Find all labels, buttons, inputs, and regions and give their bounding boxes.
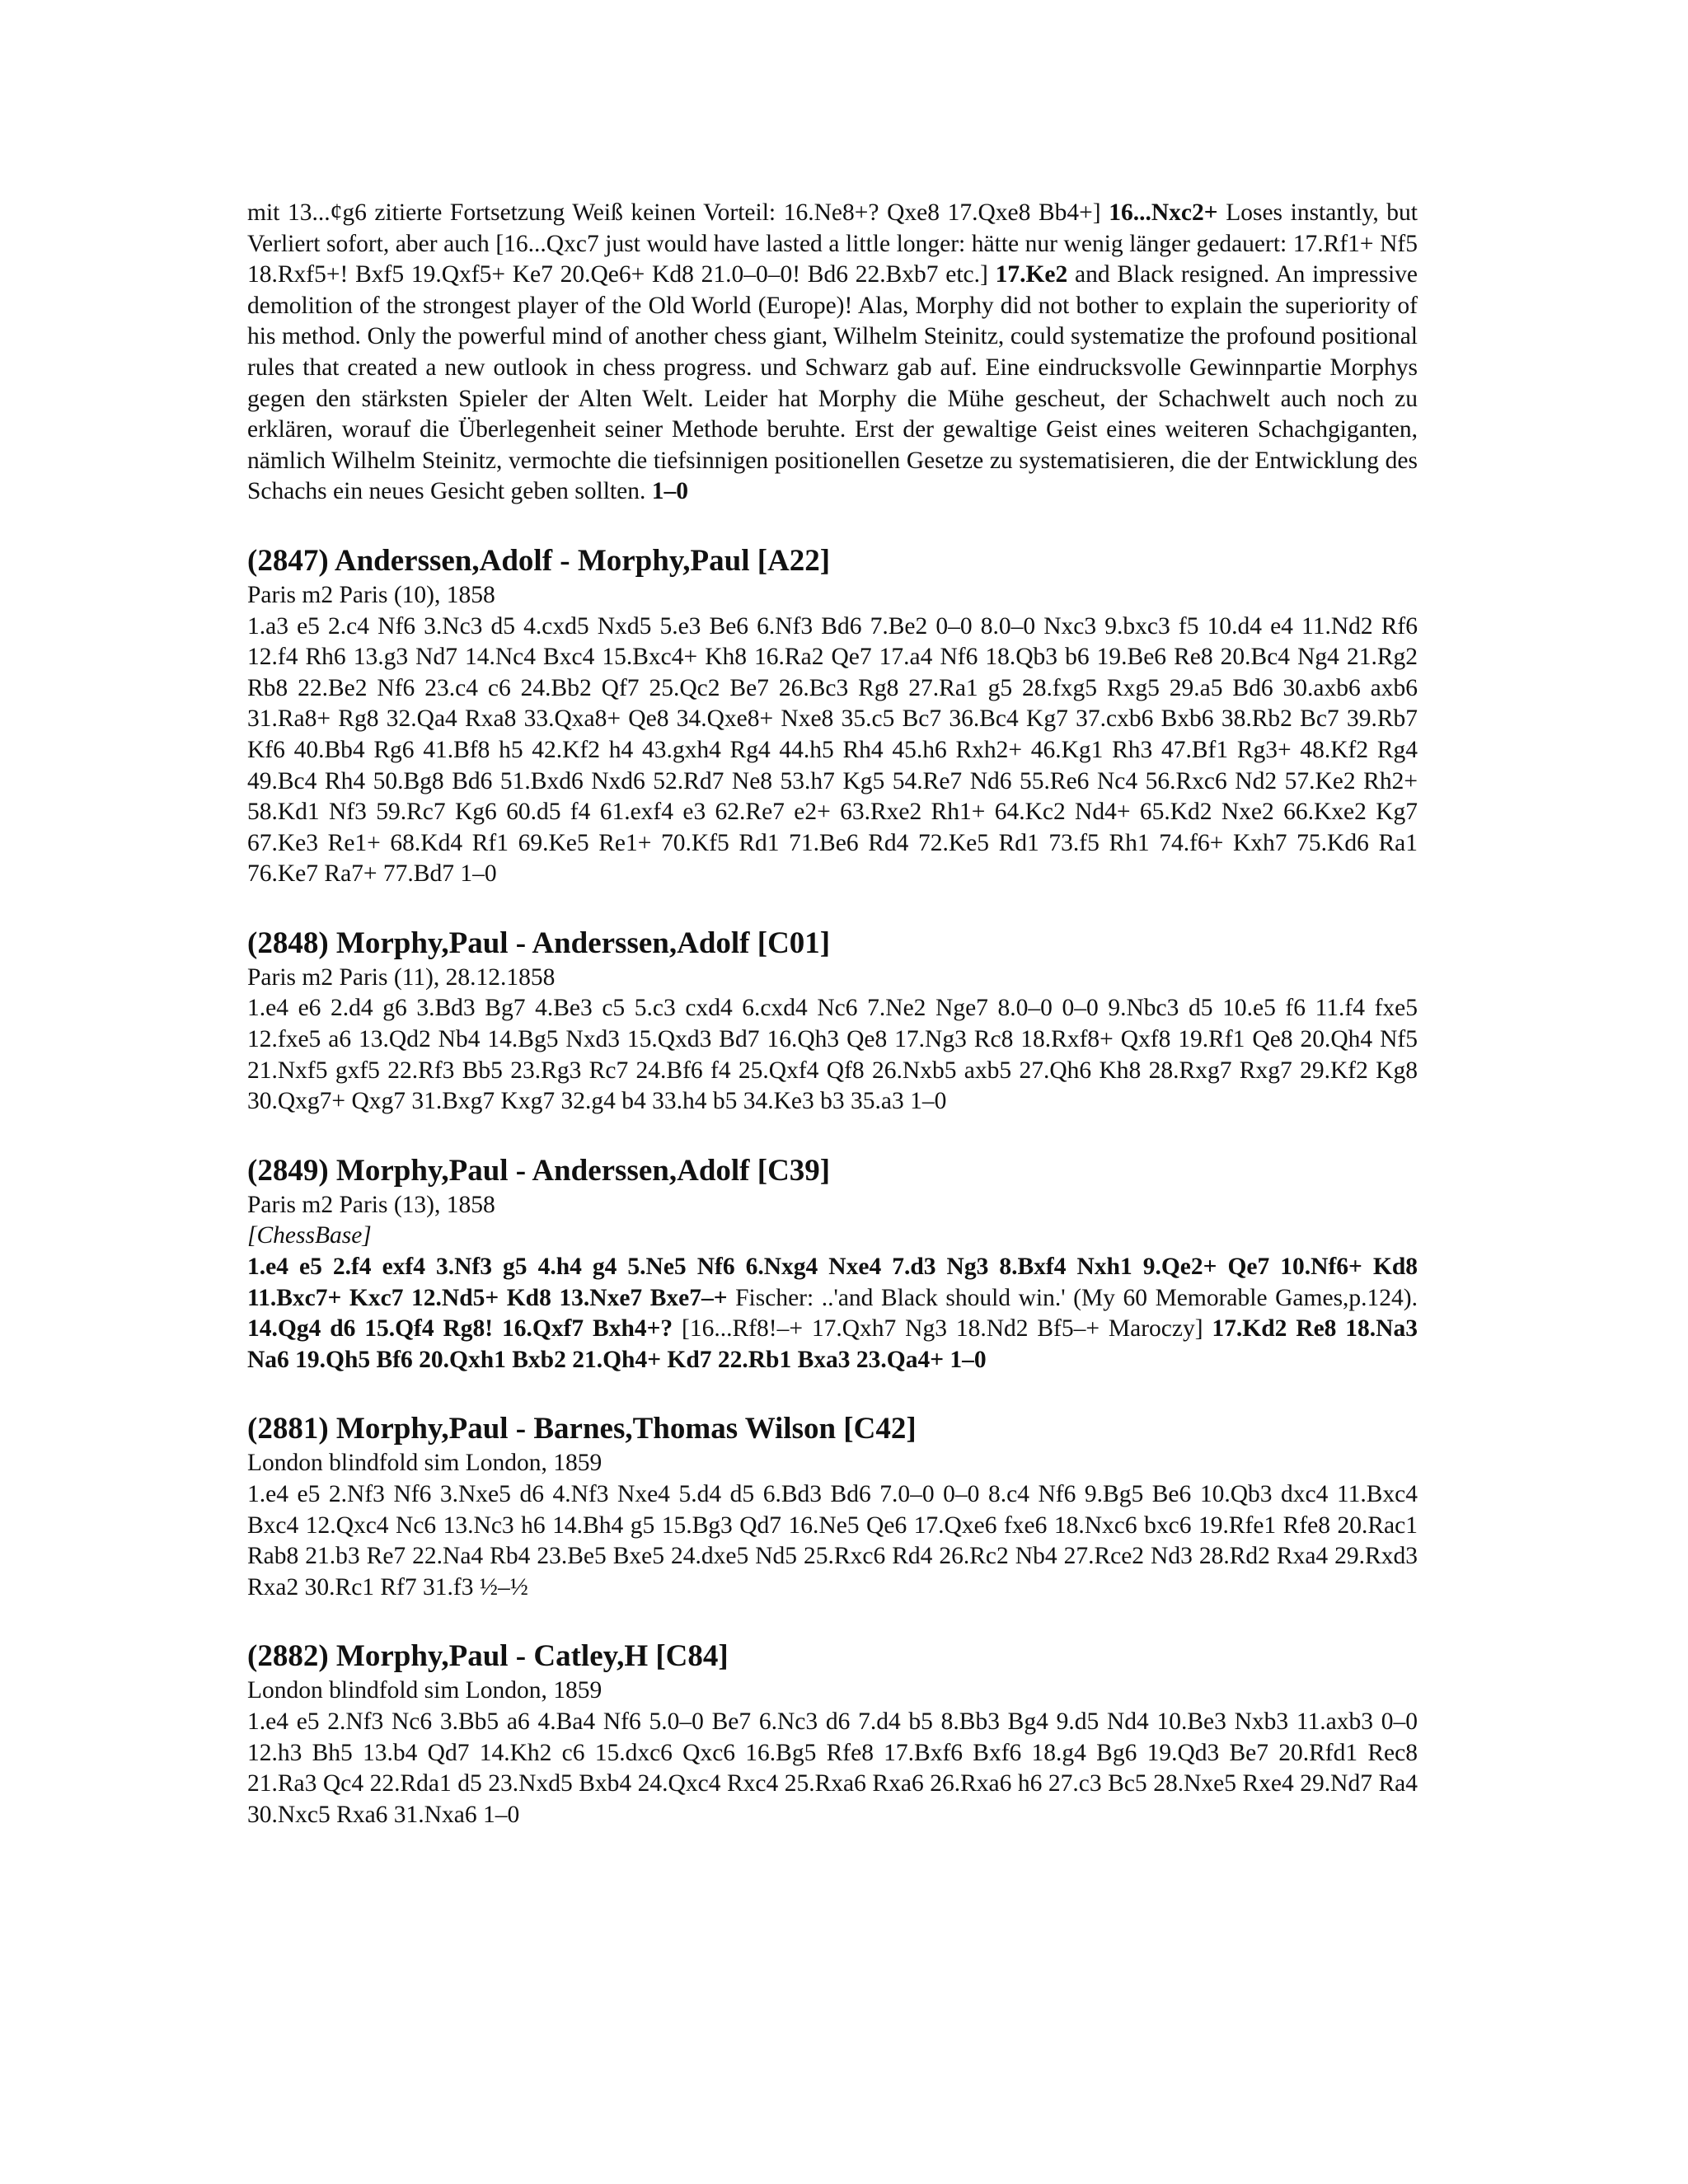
game-source: [ChessBase] — [247, 1222, 372, 1249]
intro-segment: and Black resigned. An impressive demolition of the strongest player of the Old World (Europe)! Alas, Morphy did not bother to explain the superiority of his method. Only the powerful mind of another chess giant, Wilhelm Steinitz, could systematize the profound positional rules that created a new outlook in chess progress. und Schwarz gab auf. Eine eindrucksvolle Gewinnpartie Morphys gegen den stärksten Spieler der Alten Welt. Leider hat Morphy die Mühe gescheut, der Schachwelt auch noch zu erklären, worauf die Überlegenheit seiner Methode beruhte. Erst der gewaltige Geist eines weiteren Schachgiganten, nämlich Wilhelm Steinitz, vermochte die tiefsinnigen positionellen Gesetze zu systematisieren, die der Entwicklung des Schachs ein neues Gesicht geben sollten. — [247, 261, 1418, 505]
game-moves — [247, 612, 1418, 890]
game-title: (2882) Morphy,Paul - Catley,H [C84] — [247, 1639, 729, 1674]
game-moves — [247, 1707, 1418, 1830]
game-entry — [247, 542, 1418, 890]
document-page — [247, 198, 1418, 1830]
moves-segment: 1.e4 e6 2.d4 g6 3.Bd3 Bg7 4.Be3 c5 5.c3 cxd4 6.cxd4 Nc6 7.Ne2 Nge7 8.0–0 0–0 9.Nbc3 d5 10.e5 f6 11.f4 fxe5 12.fxe5 a6 13.Qd2 Nb4 14.Bg5 Nxd3 15.Qxd3 Bd7 16.Qh3 Qe8 17.Ng3 Rc8 18.Rxf8+ Qxf8 19.Rf1 Qe8 20.Qh4 Nf5 21.Nxf5 gxf5 22.Rf3 Bb5 23.Rg3 Rc7 24.Bf6 f4 25.Qxf4 Qf8 26.Nxb5 axb5 27.Qh6 Kh8 28.Rxg7 Rxg7 29.Kf2 Kg8 30.Qxg7+ Qxg7 31.Bxg7 Kxg7 32.g4 b4 33.h4 b5 34.Ke3 b3 35.a3 1–0 — [247, 995, 1418, 1115]
intro-result: 1–0 — [651, 478, 688, 505]
game-event: Paris m2 Paris (10), 1858 — [247, 581, 495, 608]
game-event: London blindfold sim London, 1859 — [247, 1677, 603, 1704]
intro-segment: 16...Nxc2+ — [1109, 199, 1218, 226]
moves-segment: 1.e4 e5 2.Nf3 Nc6 3.Bb5 a6 4.Ba4 Nf6 5.0–0 Be7 6.Nc3 d6 7.d4 b5 8.Bb3 Bg4 9.d5 Nd4 10.Be3 Nxb3 11.axb3 0–0 12.h3 Bh5 13.b4 Qd7 14.Kh2 c6 15.dxc6 Qxc6 16.Bg5 Rfe8 17.Bxf6 Bxf6 18.g4 Bg6 19.Qd3 Be7 20.Rfd1 Rec8 21.Ra3 Qc4 22.Rda1 d5 23.Nxd5 Bxb4 24.Qxc4 Rxc4 25.Rxa6 Rxa6 26.Rxa6 h6 27.c3 Bc5 28.Nxe5 Rxe4 29.Nd7 Ra4 30.Nxc5 Rxa6 31.Nxa6 1–0 — [247, 1708, 1418, 1828]
game-title: (2881) Morphy,Paul - Barnes,Thomas Wilson [C42] — [247, 1412, 917, 1446]
intro-segment: mit 13...¢g6 zitierte Fortsetzung Weiß keinen Vorteil: 16.Ne8+? Qxe8 17.Qxe8 Bb4+] — [247, 199, 1109, 226]
moves-segment: 17.Kd2 Re8 18.Na3 Na6 19.Qh5 Bf6 20.Qxh1 Bxb2 21.Qh4+ Kd7 22.Rb1 Bxa3 23.Qa4+ 1–0 — [247, 1315, 1418, 1373]
moves-segment: 1.a3 e5 2.c4 Nf6 3.Nc3 d5 4.cxd5 Nxd5 5.e3 Be6 6.Nf3 Bd6 7.Be2 0–0 8.0–0 Nxc3 9.bxc3 f5 10.d4 e4 11.Nd2 Rf6 12.f4 Rh6 13.g3 Nd7 14.Nc4 Bxc4 15.Bxc4+ Kh8 16.Ra2 Qe7 17.a4 Nf6 18.Qb3 b6 19.Be6 Re8 20.Bc4 Ng4 21.Rg2 Rb8 22.Be2 Nf6 23.c4 c6 24.Bb2 Qf7 25.Qc2 Be7 26.Bc3 Rg8 27.Ra1 g5 28.fxg5 Rxg5 29.a5 Bd6 30.axb6 axb6 31.Ra8+ Rg8 32.Qa4 Rxa8 33.Qxa8+ Qe8 34.Qxe8+ Nxe8 35.c5 Bc7 36.Bc4 Kg7 37.cxb6 Bxb6 38.Rb2 Bc7 39.Rb7 Kf6 40.Bb4 Rg6 41.Bf8 h5 42.Kf2 h4 43.gxh4 Rg4 44.h5 Rh4 45.h6 Rxh2+ 46.Kg1 Rh3 47.Bf1 Rg3+ 48.Kf2 Rg4 49.Bc4 Rh4 50.Bg8 Bd6 51.Bxd6 Nxd6 52.Rd7 Ne8 53.h7 Kg5 54.Re7 Nd6 55.Re6 Nc4 56.Rxc6 Nd2 57.Ke2 Rh2+ 58.Kd1 Nf3 59.Rc7 Kg6 60.d5 f4 61.exf4 e3 62.Re7 e2+ 63.Rxe2 Rh1+ 64.Kc2 Nd4+ 65.Kd2 Nxe2 66.Kxe2 Kg7 67.Ke3 Re1+ 68.Kd4 Rf1 69.Ke5 Re1+ 70.Kf5 Rd1 71.Be6 Rd4 72.Ke5 Rd1 73.f5 Rh1 74.f6+ Kxh7 75.Kd6 Ra1 76.Ke7 Ra7+ 77.Bd7 1–0 — [247, 612, 1418, 888]
intro-paragraph — [247, 198, 1418, 508]
annotation-segment: [16...Rf8!–+ 17.Qxh7 Ng3 18.Nd2 Bf5–+ Maroczy] — [673, 1315, 1212, 1343]
game-entry — [247, 925, 1418, 1118]
moves-segment: 1.e4 e5 2.Nf3 Nf6 3.Nxe5 d6 4.Nf3 Nxe4 5.d4 d5 6.Bd3 Bd6 7.0–0 0–0 8.c4 Nf6 9.Bg5 Be6 10.Qb3 dxc4 11.Bxc4 Bxc4 12.Qxc4 Nc6 13.Nc3 h6 14.Bh4 g5 15.Bg3 Qd7 16.Ne5 Qe6 17.Qxe6 fxe6 18.Nxc6 bxc6 19.Rfe1 Rfe8 20.Rac1 Rab8 21.b3 Re7 22.Na4 Rb4 23.Be5 Bxe5 24.dxe5 Nd5 25.Rxc6 Rd4 26.Rc2 Nb4 27.Rce2 Nd3 28.Rd2 Rxa4 29.Rxd3 Rxa2 30.Rc1 Rf7 31.f3 ½–½ — [247, 1481, 1418, 1601]
game-moves — [247, 1252, 1418, 1376]
game-entry — [247, 1638, 1418, 1830]
moves-segment: 14.Qg4 d6 15.Qf4 Rg8! 16.Qxf7 Bxh4+? — [247, 1315, 673, 1343]
game-title: (2848) Morphy,Paul - Anderssen,Adolf [C01] — [247, 926, 831, 960]
game-entry — [247, 1152, 1418, 1376]
intro-segment: Loses instantly, but Verliert sofort, aber auch [16...Qxc7 just would have lasted a little longer: hätte nur wenig länger gedauert: 17.Rf1+ Nf5 18.Rxf5+! Bxf5 19.Qxf5+ Ke7 20.Qe6+ Kd8 21.0–0–0! Bd6 22.Bxb7 etc.] — [247, 199, 1418, 288]
moves-segment: 1.e4 e5 2.f4 exf4 3.Nf3 g5 4.h4 g4 5.Ne5 Nf6 6.Nxg4 Nxe4 7.d3 Ng3 8.Bxf4 Nxh1 9.Qe2+ Qe7 10.Nf6+ Kd8 11.Bxc7+ Kxc7 12.Nd5+ Kd8 13.Nxe7 Bxe7–+ — [247, 1254, 1418, 1311]
game-title: (2849) Morphy,Paul - Anderssen,Adolf [C39] — [247, 1153, 831, 1188]
game-title: (2847) Anderssen,Adolf - Morphy,Paul [A22] — [247, 543, 831, 578]
game-entry — [247, 1410, 1418, 1603]
game-event: Paris m2 Paris (11), 28.12.1858 — [247, 963, 556, 991]
game-event: Paris m2 Paris (13), 1858 — [247, 1191, 495, 1218]
annotation-segment: Fischer: ..'and Black should win.' (My 60 Memorable Games,p.124). — [727, 1284, 1418, 1311]
game-event: London blindfold sim London, 1859 — [247, 1450, 603, 1477]
game-moves — [247, 993, 1418, 1117]
intro-segment: 17.Ke2 — [995, 261, 1068, 288]
game-moves — [247, 1479, 1418, 1603]
